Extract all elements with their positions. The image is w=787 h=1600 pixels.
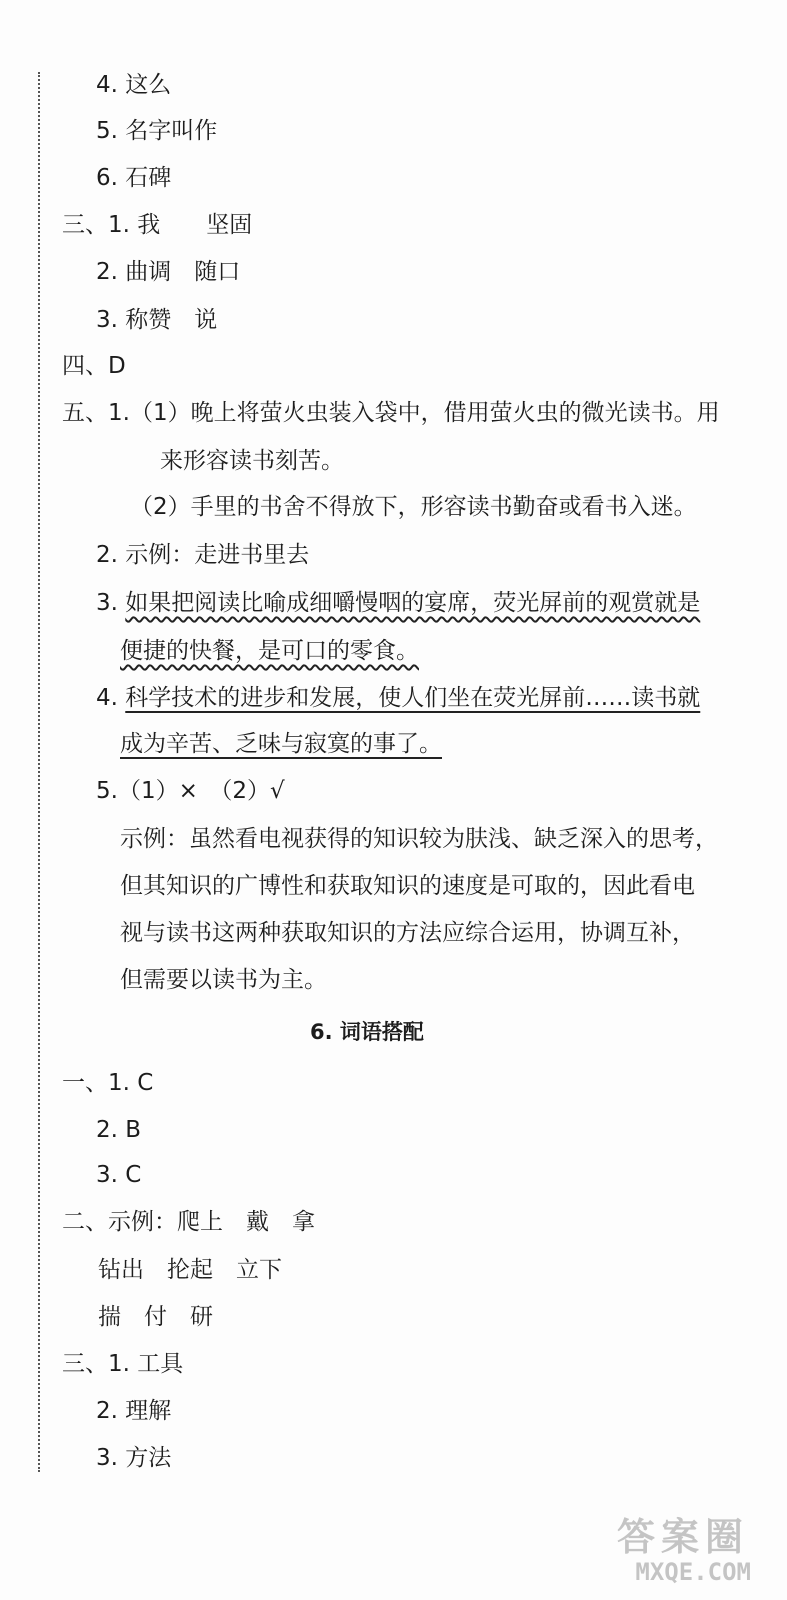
watermark-url: MXQE.COM [635,1558,751,1586]
answer-line: 三、1. 我 坚固 [62,212,253,238]
answer-line: 视与读书这两种获取知识的方法应综合运用，协调互补， [120,920,695,946]
watermark-logo [557,1506,757,1586]
answer-line: 来形容读书刻苦。 [160,448,344,474]
answer-line: 五、1.（1）晚上将萤火虫装入袋中，借用萤火虫的微光读书。用 [62,400,720,426]
answer-line: 6. 石碑 [96,165,172,191]
answer-line: 2. 理解 [96,1398,172,1424]
answer-line: 2. 示例：走进书里去 [96,542,310,568]
answer-line: 4. 这么 [96,72,172,98]
answer-line: 但其知识的广博性和获取知识的速度是可取的，因此看电 [120,873,695,899]
answer-line: 三、1. 工具 [62,1351,184,1377]
dotted-margin-line [38,72,40,1472]
answer-line: 3. C [96,1162,142,1188]
answer-line [96,683,700,713]
answer-line: 示例：虽然看电视获得的知识较为肤浅、缺乏深入的思考， [120,826,718,852]
answer-line: 一、1. C [62,1070,154,1096]
answer-line: 但需要以读书为主。 [120,967,327,993]
answer-line: 5. 名字叫作 [96,118,218,144]
answer-line: （2）手里的书舍不得放下，形容读书勤奋或看书入迷。 [130,494,697,520]
answer-line: 四、D [62,353,126,379]
item-number: 3. [96,590,126,616]
answer-line: 3. 方法 [96,1445,172,1471]
wavy-underlined-text: 便捷的快餐，是可口的零食。 [120,638,419,664]
wavy-underlined-text: 如果把阅读比喻成细嚼慢咽的宴席，荧光屏前的观赏就是 [125,590,701,616]
underlined-text: 成为辛苦、乏味与寂寞的事了。 [120,731,442,757]
answer-line [120,729,442,759]
answer-line: 揣 付 研 [98,1304,213,1330]
underlined-text: 科学技术的进步和发展，使人们坐在荧光屏前……读书就 [125,685,701,711]
answer-line [120,636,419,666]
answer-line: 2. 曲调 随口 [96,259,241,285]
answer-line: 钻出 抡起 立下 [98,1257,282,1283]
item-number: 4. [96,685,126,711]
answer-line [96,588,700,618]
answer-line: 3. 称赞 说 [96,307,218,333]
answer-line: 5.（1）× （2）√ [96,778,285,804]
section-title: 6. 词语搭配 [310,1020,424,1044]
answer-line: 二、示例：爬上 戴 拿 [62,1209,315,1235]
watermark-text: 答案圈 [616,1515,749,1559]
answer-line: 2. B [96,1117,142,1143]
